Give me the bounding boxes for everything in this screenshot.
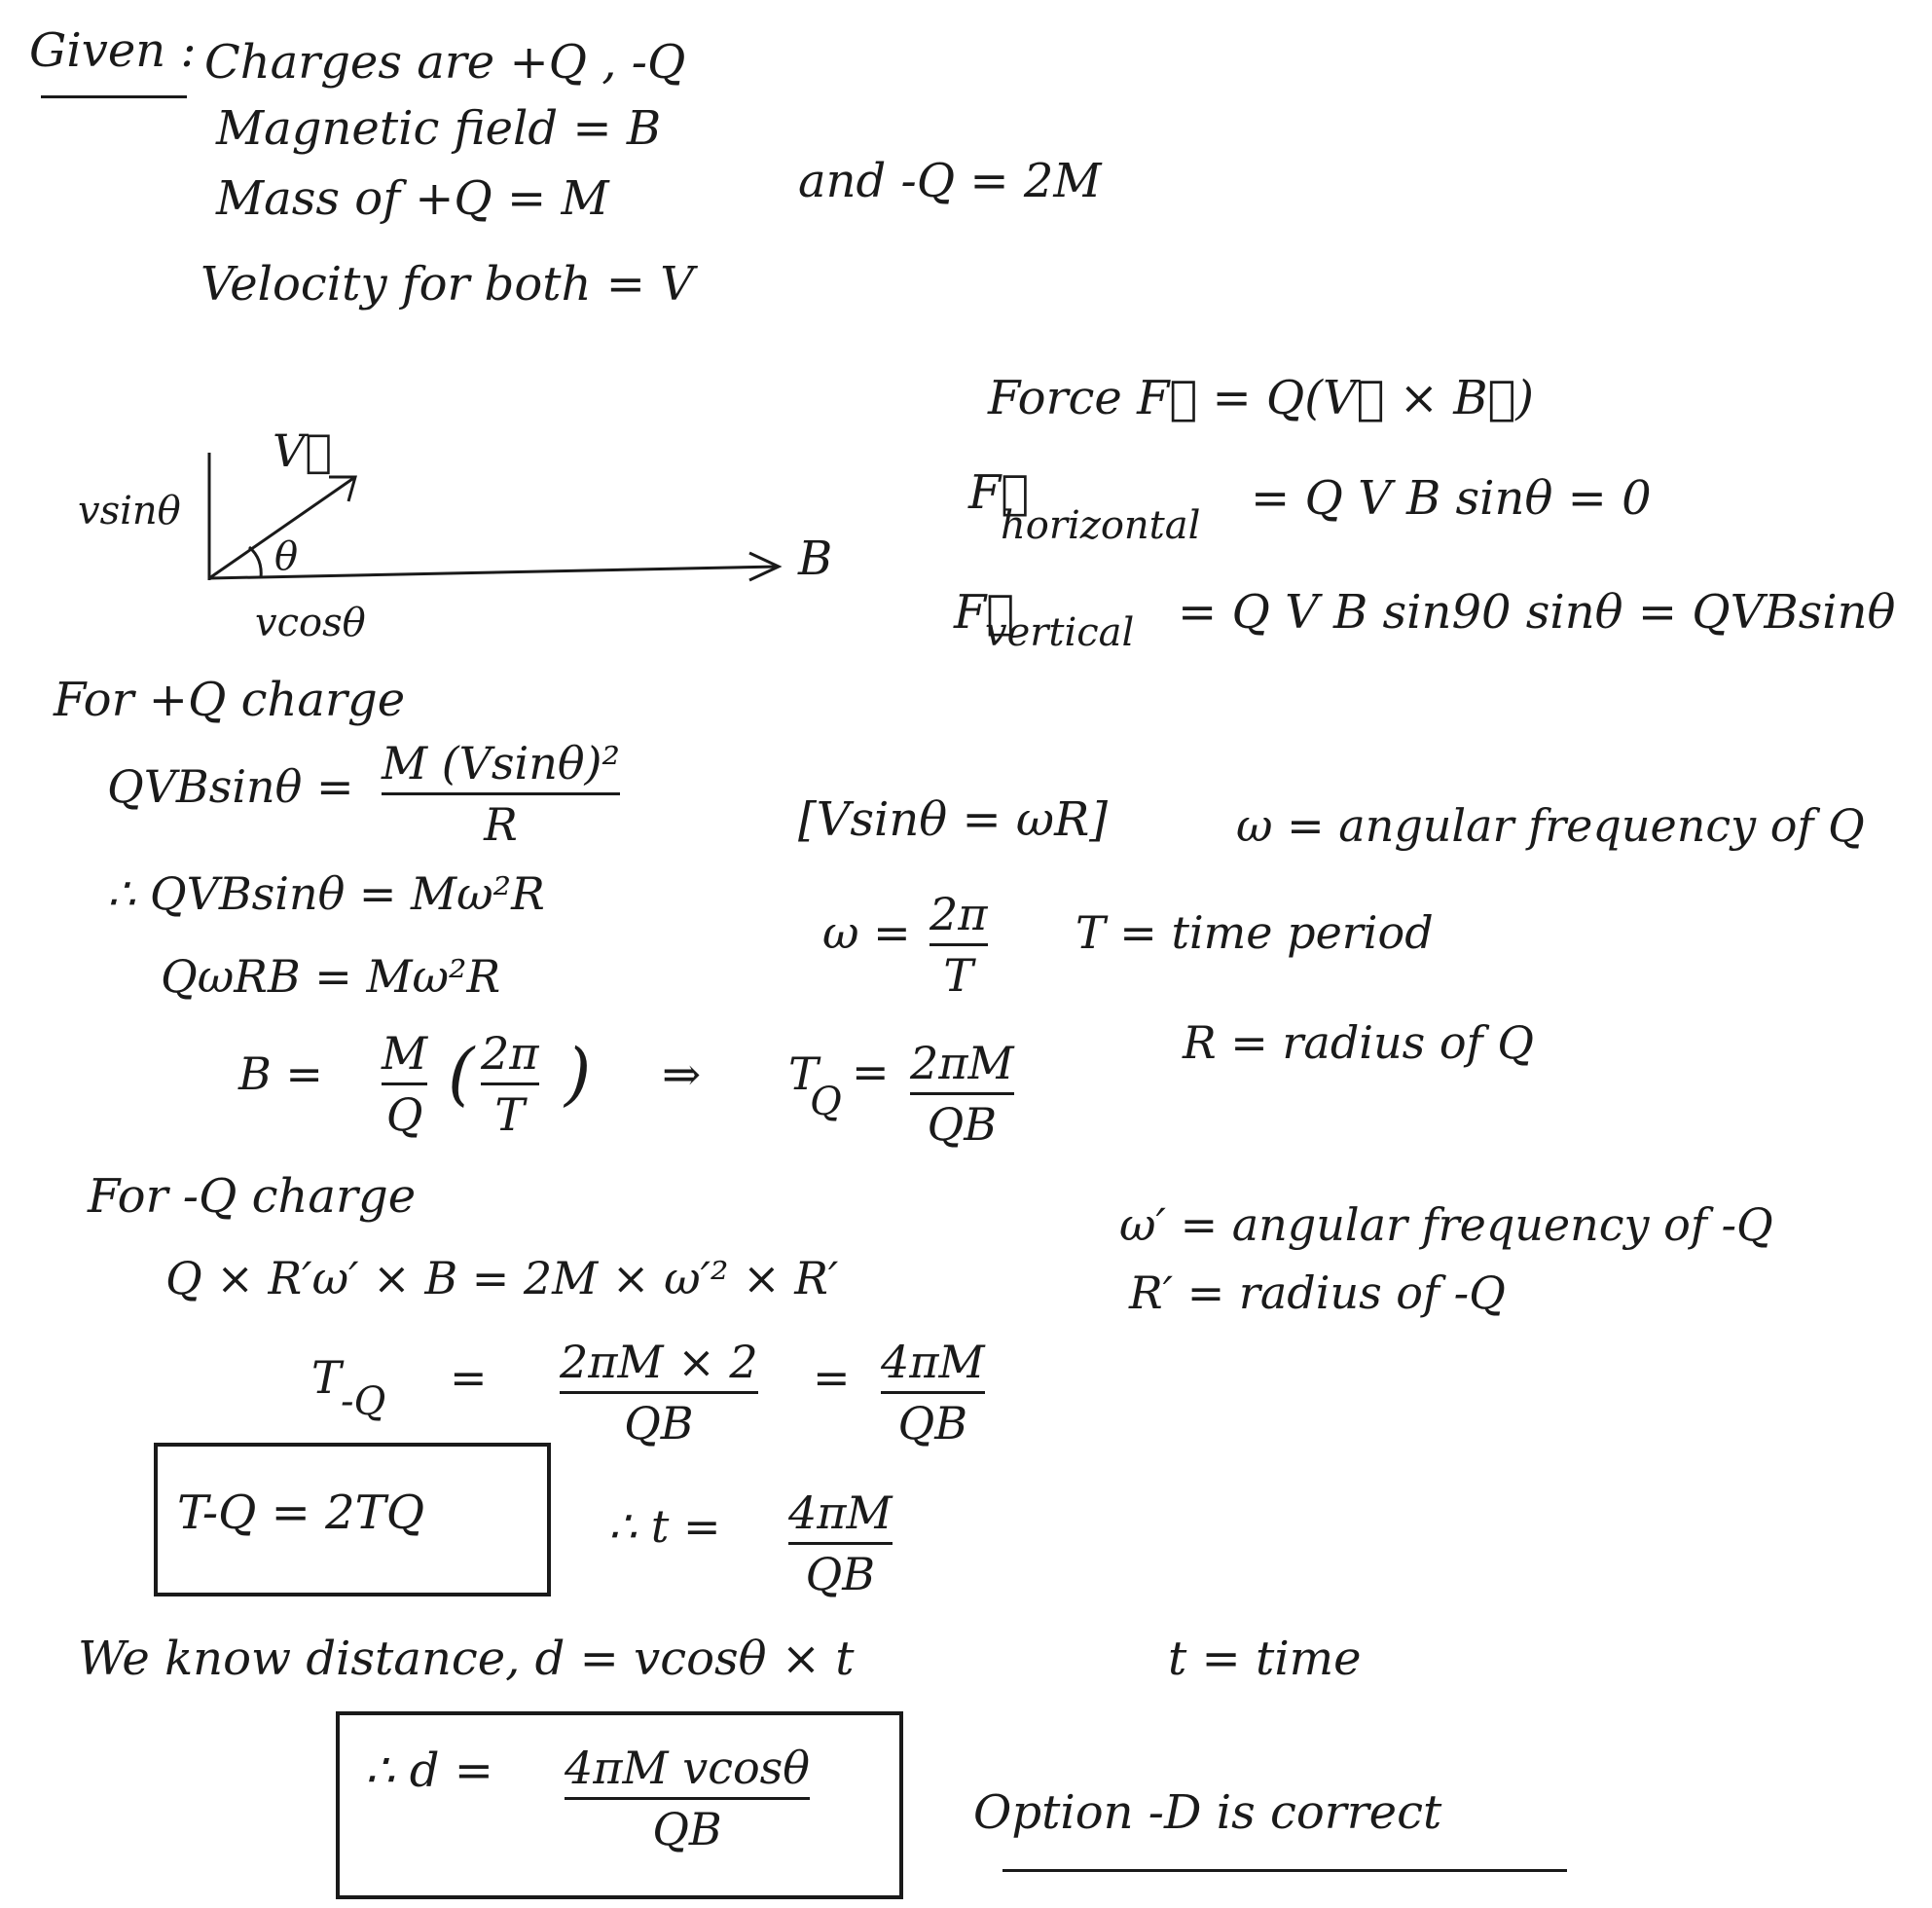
minus-q-heading: For -Q charge (88, 1169, 417, 1224)
given-mass-pos: Mass of +Q = M (216, 171, 609, 226)
radius-definition: R = radius of Q (1183, 1016, 1534, 1069)
omega-den: T (943, 949, 974, 1003)
plus-q-eq4-num2: 2π (481, 1027, 539, 1080)
f-vertical-sub: vertical (985, 610, 1135, 655)
plus-q-eq4-t: T (788, 1047, 819, 1100)
omega-definition: ω = angular frequency of Q (1236, 799, 1865, 852)
t-result-lhs: ∴ t = (608, 1500, 721, 1553)
fraction-bar (565, 1797, 810, 1800)
period-definition: T = time period (1075, 906, 1434, 959)
close-paren: ) (565, 1034, 592, 1114)
plus-q-eq4-den2: T (494, 1088, 526, 1142)
force-equation: Force F⃗ = Q(V⃗ × B⃗) (988, 371, 1534, 425)
theta-label: θ (274, 534, 299, 579)
plus-q-eq4-frac3 (910, 1037, 1014, 1152)
omega-frac (930, 888, 988, 1003)
theta-arc (249, 547, 261, 578)
b-label: B (798, 532, 833, 586)
fraction-bar (930, 943, 988, 946)
fraction-bar (910, 1092, 1014, 1095)
f-horizontal-sub: horizontal (1001, 503, 1201, 548)
plus-q-eq2: ∴ QVBsinθ = Mω²R (107, 867, 545, 920)
fraction-bar (788, 1542, 893, 1545)
omega-num: 2π (930, 888, 988, 940)
given-label: Given : (29, 23, 197, 78)
t-result-num: 4πM (788, 1486, 893, 1539)
final-d-num: 4πM vcosθ (565, 1742, 810, 1794)
minus-q-eq1: Q × R′ω′ × B = 2M × ω′² × R′ (165, 1252, 839, 1304)
plus-q-eq4-eq: = (852, 1046, 890, 1098)
radius-prime-definition: R′ = radius of -Q (1129, 1266, 1506, 1319)
plus-q-eq4-tsub: Q (810, 1080, 842, 1124)
answer-underline (1002, 1869, 1567, 1872)
minus-q-t-num1: 2πM × 2 (560, 1336, 758, 1388)
period-relation: T-Q = 2TQ (177, 1486, 425, 1540)
distance-equation: We know distance, d = vcosθ × t (78, 1632, 855, 1686)
vsin-label: vsinθ (78, 489, 181, 533)
fraction-bar (382, 1082, 427, 1085)
plus-q-eq1-lhs: QVBsinθ = (107, 760, 354, 813)
minus-q-t-eq: = (450, 1351, 488, 1404)
minus-q-t-lhs: T (311, 1351, 342, 1404)
t-result-frac (788, 1486, 893, 1601)
f-horizontal-rhs: = Q V B sinθ = 0 (1251, 471, 1652, 526)
plus-q-eq1-frac (382, 737, 620, 852)
plus-q-eq4-frac2 (481, 1027, 539, 1142)
vcos-label: vcosθ (255, 601, 366, 645)
v-vector-label: V⃗ (273, 424, 332, 477)
plus-q-eq4-den1: Q (385, 1088, 423, 1142)
plus-q-eq1-den: R (484, 798, 518, 852)
final-d-frac (565, 1742, 810, 1856)
minus-q-t-den2: QB (897, 1397, 968, 1450)
t-result-den: QB (805, 1548, 876, 1601)
time-definition: t = time (1168, 1632, 1362, 1686)
omega-lhs: ω = (822, 906, 911, 959)
given-field: Magnetic field = B (216, 101, 662, 156)
plus-q-eq4-den3: QB (927, 1098, 998, 1152)
f-horizontal-lhs: F⃗ (968, 465, 1030, 520)
minus-q-t-eq2: = (813, 1351, 851, 1404)
relation-bracket: [Vsinθ = ωR] (798, 792, 1108, 847)
minus-q-t-frac2 (881, 1336, 985, 1450)
given-velocity: Velocity for both = V (200, 257, 694, 312)
final-d-lhs: ∴ d = (365, 1743, 493, 1798)
open-paren: ( (448, 1034, 475, 1114)
f-vertical-rhs: = Q V B sin90 sinθ = QVBsinθ (1178, 585, 1896, 640)
final-d-den: QB (652, 1803, 722, 1856)
f-vertical-lhs: F⃗ (954, 585, 1015, 640)
plus-q-eq4-num1: M (382, 1027, 428, 1080)
plus-q-eq3: QωRB = Mω²R (161, 950, 501, 1003)
minus-q-t-sub: -Q (341, 1379, 386, 1424)
fraction-bar (481, 1082, 539, 1085)
given-mass-neg: and -Q = 2M (798, 154, 1102, 208)
minus-q-t-frac1 (560, 1336, 758, 1450)
fraction-bar (560, 1391, 758, 1394)
answer-statement: Option -D is correct (973, 1785, 1442, 1840)
minus-q-t-den1: QB (624, 1397, 694, 1450)
plus-q-heading: For +Q charge (54, 673, 406, 727)
plus-q-eq4-lhs: B = (238, 1047, 323, 1100)
plus-q-eq4-frac1 (382, 1027, 428, 1142)
fraction-bar (881, 1391, 985, 1394)
implies-arrow: ⇒ (662, 1047, 702, 1102)
plus-q-eq1-num: M (Vsinθ)² (382, 737, 620, 789)
plus-q-eq4-num3: 2πM (910, 1037, 1014, 1089)
fraction-bar (382, 792, 620, 795)
minus-q-t-num2: 4πM (881, 1336, 985, 1388)
omega-prime-definition: ω′ = angular frequency of -Q (1119, 1198, 1773, 1251)
given-charges: Charges are +Q , -Q (204, 35, 686, 90)
